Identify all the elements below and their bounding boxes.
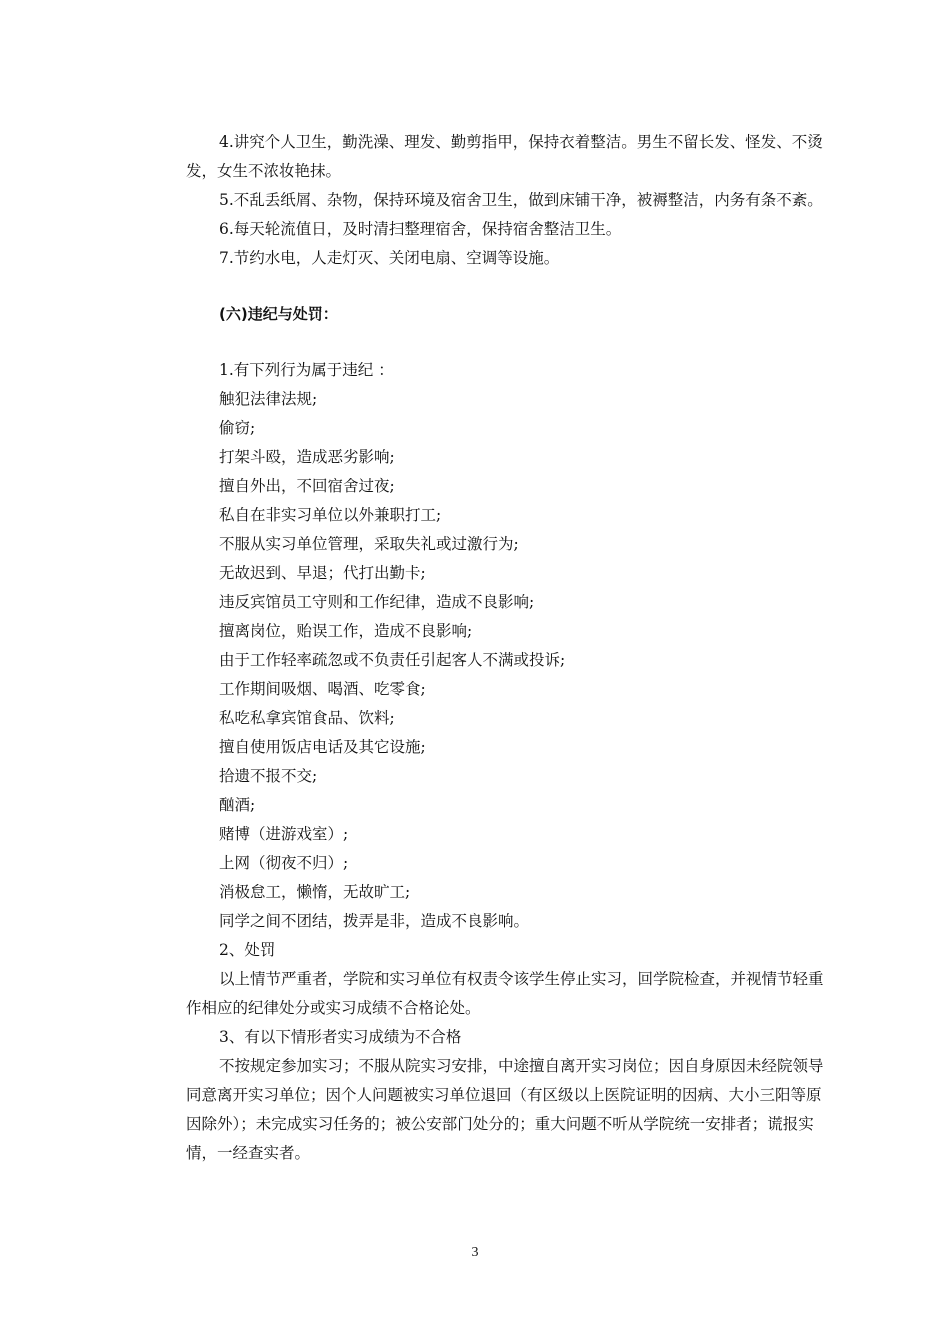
list-item: 拾遗不报不交; [219,767,318,785]
list-item: 擅自外出，不回宿舍过夜; [219,477,395,495]
list-item: 触犯法律法规; [219,390,318,408]
list-item: 违反宾馆员工守则和工作纪律，造成不良影响; [219,593,535,611]
list-item: 私自在非实习单位以外兼职打工; [219,506,442,524]
list-item: 同学之间不团结，拨弄是非，造成不良影响。 [219,912,530,930]
rule-item-6: 6.每天轮流值日，及时清扫整理宿舍，保持宿舍整洁卫生。 [219,220,622,238]
violation-list [186,385,836,936]
rule-item-5: 5.不乱丢纸屑、杂物，保持环境及宿舍卫生，做到床铺干净，被褥整洁，内务有条不紊。 [219,191,823,209]
list-item: 工作期间吸烟、喝酒、吃零食; [219,680,426,698]
rule-item-4: 4.讲究个人卫生，勤洗澡、理发、勤剪指甲，保持衣着整洁。男生不留长发、怪发、不烫发，女生不浓妆艳抹。 [186,133,823,180]
list-item: 打架斗殴，造成恶劣影响; [219,448,395,466]
list-item: 不服从实习单位管理，采取失礼或过激行为; [219,535,519,553]
page-number: 3 [471,1245,479,1260]
spacer [186,329,836,356]
list-item: 无故迟到、早退；代打出勤卡; [219,564,426,582]
list-item: 私吃私拿宾馆食品、饮料; [219,709,395,727]
violation-intro: 1.有下列行为属于违纪 ： [219,361,394,379]
list-item: 消极怠工，懒惰，无故旷工; [219,883,411,901]
list-item: 由于工作轻率疏忽或不负责任引起客人不满或投诉; [219,651,566,669]
fail-title: 3、有以下情形者实习成绩为不合格 [219,1028,462,1046]
penalty-title: 2、处罚 [219,941,276,959]
section-heading: (六)违纪与处罚： [219,305,338,323]
list-item: 擅离岗位，贻误工作，造成不良影响; [219,622,473,640]
spacer [186,273,836,300]
list-item: 擅自使用饭店电话及其它设施; [219,738,426,756]
rule-item-7: 7.节约水电，人走灯灭、关闭电扇、空调等设施。 [219,249,560,267]
list-item: 偷窃; [219,419,256,437]
list-item: 上网（彻夜不归）; [219,854,349,872]
penalty-text: 以上情节严重者，学院和实习单位有权责令该学生停止实习，回学院检查，并视情节轻重作相应的纪律处分或实习成绩不合格论处。 [186,970,824,1017]
list-item: 赌博（进游戏室）; [219,825,349,843]
fail-text: 不按规定参加实习；不服从院实习安排，中途擅自离开实习岗位；因自身原因未经院领导同意离开实习单位；因个人问题被实习单位退回（有区级以上医院证明的因病、大小三阳等原因除外）；未完成实习任务的；被公安部门处分的；重大问题不听从学院统一安排者；谎报实情，一经查实者。 [186,1057,824,1162]
page-content [186,128,836,1168]
list-item: 酗酒; [219,796,256,814]
